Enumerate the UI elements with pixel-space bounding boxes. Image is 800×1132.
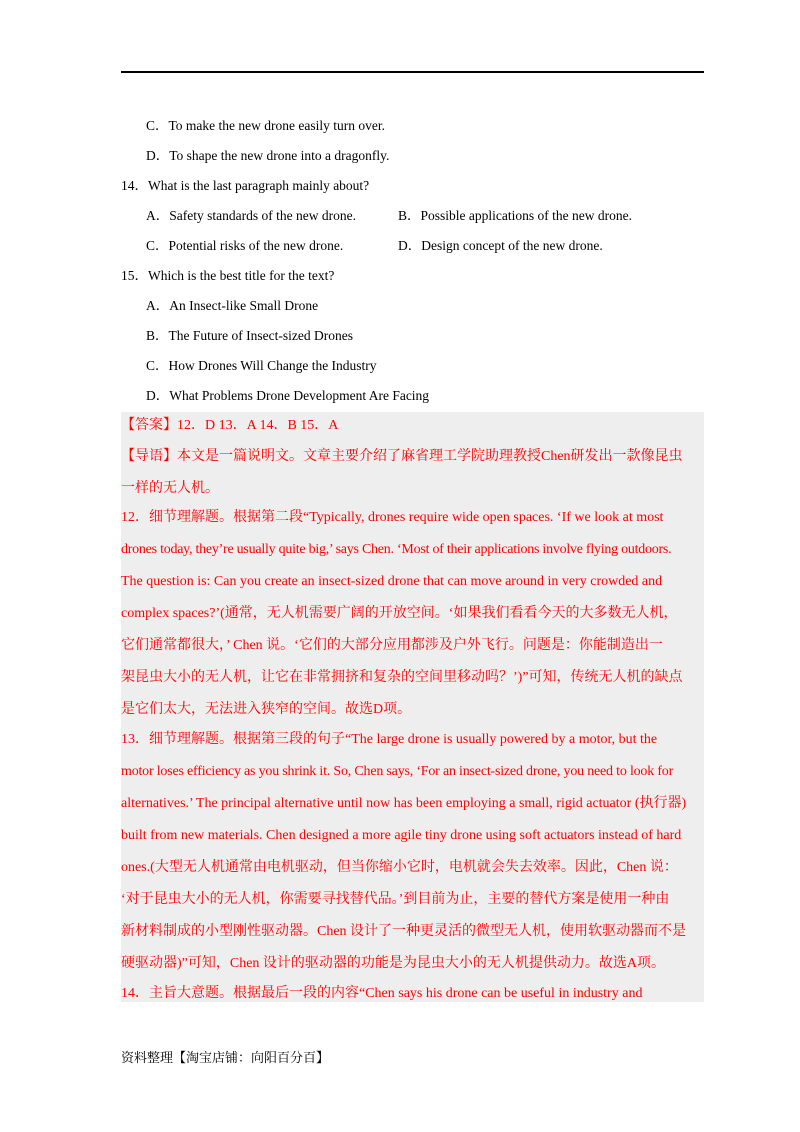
- q13-option-c: C．To make the new drone easily turn over.: [146, 118, 385, 133]
- explanation-13-line-4: built from new materials. Chen designed a more agile tiny drone using soft actuators instead of hard: [121, 828, 682, 843]
- explanation-12-line-3: The question is: Can you create an insect-sized drone that can move around in very crowded and: [121, 574, 663, 589]
- q13-option-d: D．To shape the new drone into a dragonfly.: [146, 148, 390, 163]
- q15-option-c: C．How Drones Will Change the Industry: [146, 358, 377, 373]
- explanation-13-line-7: 新材料制成的小型刚性驱动器。Chen 设计了一种更灵活的微型无人机，使用软驱动器而不是: [121, 924, 687, 939]
- explanation-13-line-6: ‘对于昆虫大小的无人机，你需要寻找替代品。’到目前为止，主要的替代方案是使用一种由: [121, 892, 670, 907]
- q14-row-1: [146, 207, 632, 225]
- q15-stem: 15．Which is the best title for the text?: [121, 268, 335, 283]
- explanation-13-line-5: ones.(大型无人机通常由电机驱动，但当你缩小它时，电机就会失去效率。因此，Chen 说：: [121, 860, 678, 875]
- q15-option-a: A．An Insect-like Small Drone: [146, 298, 319, 313]
- explanation-13-line-1: 13．细节理解题。根据第三段的句子“The large drone is usually powered by a motor, but the: [121, 732, 658, 747]
- q14-option-a: A．Safety standards of the new drone.: [146, 208, 356, 223]
- intro-line-2: 一样的无人机。: [121, 481, 219, 496]
- explanation-14-line-1: 14．主旨大意题。根据最后一段的内容“Chen says his drone can be useful in industry and: [121, 986, 643, 1001]
- explanation-12-line-5: 它们通常都很大，’ Chen 说。‘它们的大部分应用都涉及户外飞行。问题是：你能制造出一: [121, 638, 663, 653]
- q14-stem: 14．What is the last paragraph mainly about?: [121, 178, 370, 193]
- q14-row-2: [146, 237, 603, 255]
- q15-option-b: B．The Future of Insect-sized Drones: [146, 328, 353, 343]
- explanation-12-line-7: 是它们太大，无法进入狭窄的空间。故选D项。: [121, 702, 412, 717]
- footer-source: 资料整理【淘宝店铺：向阳百分百】: [121, 1051, 330, 1066]
- header-rule: [121, 71, 704, 73]
- q14-option-c: C．Potential risks of the new drone.: [146, 238, 344, 253]
- q14-option-b: B．Possible applications of the new drone.: [398, 208, 632, 223]
- intro-line-1: 【导语】本文是一篇说明文。文章主要介绍了麻省理工学院助理教授Chen研发出一款像昆虫: [121, 449, 683, 464]
- explanation-13-line-8: 硬驱动器)”可知，Chen 设计的驱动器的功能是为昆虫大小的无人机提供动力。故选A项。: [121, 956, 666, 971]
- explanation-13-line-3: alternatives.’ The principal alternative until now has been employing a small, rigid actuator (执行器): [121, 796, 687, 811]
- q14-option-d: D．Design concept of the new drone.: [398, 238, 603, 253]
- explanation-12-line-2: drones today, they’re usually quite big,’ says Chen. ‘Most of their applications involve flying outdoors.: [121, 542, 672, 557]
- explanation-12-line-1: 12．细节理解题。根据第二段“Typically, drones require wide open spaces. ‘If we look at most: [121, 510, 664, 525]
- explanation-12-line-6: 架昆虫大小的无人机，让它在非常拥挤和复杂的空间里移动吗？’)”可知，传统无人机的缺点: [121, 670, 683, 685]
- explanation-13-line-2: motor loses efficiency as you shrink it. So, Chen says, ‘For an insect-sized drone, you need to look for: [121, 764, 674, 779]
- answer-key-line: 【答案】12．D 13．A 14．B 15．A: [121, 418, 339, 433]
- q15-option-d: D．What Problems Drone Development Are Facing: [146, 388, 430, 403]
- explanation-12-line-4: complex spaces?’(通常，无人机需要广阔的开放空间。‘如果我们看看今天的大多数无人机，: [121, 606, 678, 621]
